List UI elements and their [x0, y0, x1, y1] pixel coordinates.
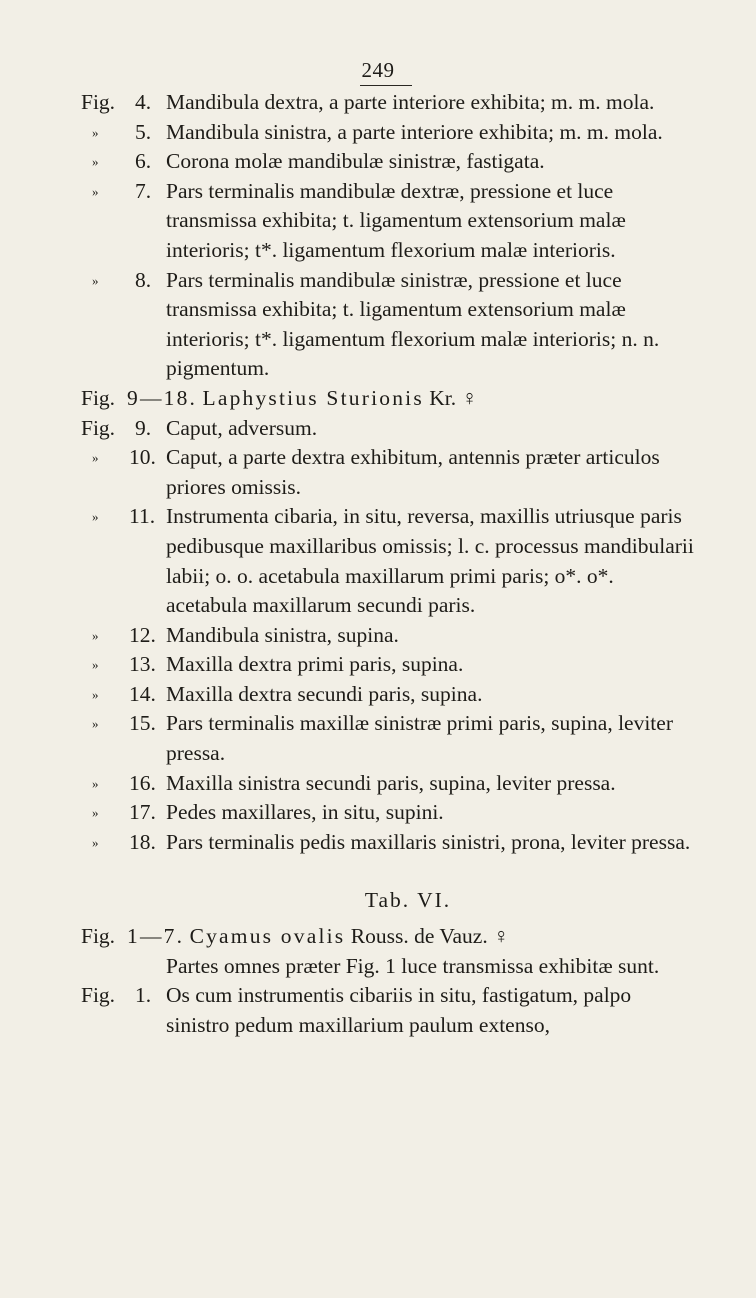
- fig-number: 16.: [129, 770, 156, 795]
- species-author: Kr.: [429, 385, 457, 410]
- species-name: Cyamus ovalis: [189, 924, 346, 949]
- ditto-mark: »: [92, 154, 99, 170]
- fig-caption: Os cum instrumentis cibariis in situ, fastigatum, palpo sinistro pedum maxillarium paulum extenso,: [166, 983, 632, 1037]
- fig-caption: Maxilla dextra secundi paris, supina.: [166, 681, 483, 706]
- figure-entry: [78, 118, 698, 148]
- fig-range: 9—18.: [127, 385, 198, 410]
- figure-entry: [78, 621, 698, 651]
- fig-label: Fig.: [81, 924, 116, 949]
- fig-label: Fig.: [81, 983, 116, 1008]
- ditto-mark: »: [92, 509, 99, 525]
- figure-entry: [78, 650, 698, 680]
- fig-number: 11.: [129, 504, 156, 529]
- fig-label: Fig.: [81, 385, 116, 410]
- female-symbol: ♀: [493, 924, 510, 949]
- fig-number: 6.: [135, 149, 152, 174]
- figure-group-heading: [78, 922, 698, 952]
- female-symbol: ♀: [461, 385, 478, 410]
- fig-number: 18.: [129, 829, 156, 854]
- figure-group-heading: [78, 384, 698, 414]
- fig-range: 1—7.: [127, 924, 185, 949]
- group-note-text: Partes omnes præter Fig. 1 luce transmissa exhibitæ sunt.: [166, 953, 660, 978]
- fig-caption: Pars terminalis pedis maxillaris sinistri, prona, leviter pressa.: [166, 829, 691, 854]
- fig-caption: Instrumenta cibaria, in situ, reversa, maxillis utriusque paris pedibusque maxillaribus omissis; l. c. processus mandibularii labii; o. o. acetabula maxillarum primi paris; o*. o*. acetabula maxillarum secundi paris.: [166, 504, 694, 618]
- ditto-mark: »: [92, 272, 99, 288]
- figure-entry: [78, 680, 698, 710]
- ditto-mark: »: [92, 627, 99, 643]
- fig-caption: Pars terminalis mandibulæ sinistræ, pressione et luce transmissa exhibita; t. ligamentum extensorium malæ interioris; t*. ligamentum flexorium malæ interioris; n. n. pigmentum.: [166, 267, 660, 381]
- page-number-underline: [360, 85, 412, 86]
- group-title: [127, 384, 698, 414]
- figure-entry: [78, 443, 698, 502]
- fig-caption: Maxilla dextra primi paris, supina.: [166, 652, 464, 677]
- ditto-mark: »: [92, 450, 99, 466]
- species-author: Rouss. de Vauz.: [350, 924, 488, 949]
- fig-number: 14.: [129, 681, 156, 706]
- figure-entry: [78, 88, 698, 118]
- fig-caption: Mandibula sinistra, a parte interiore exhibita; m. m. mola.: [166, 119, 663, 144]
- fig-number: 9.: [135, 415, 152, 440]
- figure-entry: [78, 828, 698, 858]
- fig-number: 4.: [135, 90, 152, 114]
- fig-number: 5.: [135, 119, 152, 144]
- ditto-mark: »: [92, 183, 99, 199]
- fig-caption: Pedes maxillares, in situ, supini.: [166, 800, 444, 825]
- figure-entry: [78, 177, 698, 266]
- figure-entry: [78, 981, 698, 1040]
- figure-entry: [78, 709, 698, 768]
- ditto-mark: »: [92, 716, 99, 732]
- fig-caption: Mandibula dextra, a parte interiore exhibita; m. m. mola.: [166, 90, 655, 114]
- fig-caption: Pars terminalis mandibulæ dextræ, pressione et luce transmissa exhibita; t. ligamentum extensorium malæ interioris; t*. ligamentum flexorium malæ interioris.: [166, 178, 626, 262]
- ditto-mark: »: [92, 686, 99, 702]
- fig-caption: Mandibula sinistra, supina.: [166, 622, 399, 647]
- group-note: [78, 952, 698, 982]
- fig-number: 10.: [129, 445, 156, 470]
- fig-number: 12.: [129, 622, 156, 647]
- page-number: 249: [361, 58, 395, 82]
- fig-label: Fig.: [81, 415, 116, 440]
- fig-number: 1.: [135, 983, 152, 1008]
- fig-label: Fig.: [81, 90, 116, 114]
- fig-number: 13.: [129, 652, 156, 677]
- fig-caption: Caput, a parte dextra exhibitum, antennis præter articulos priores omissis.: [166, 445, 660, 499]
- fig-caption: Corona molæ mandibulæ sinistræ, fastigata.: [166, 149, 545, 174]
- ditto-mark: »: [92, 834, 99, 850]
- ditto-mark: »: [92, 124, 99, 140]
- ditto-mark: »: [92, 805, 99, 821]
- fig-number: 7.: [135, 178, 152, 203]
- fig-caption: Maxilla sinistra secundi paris, supina, leviter pressa.: [166, 770, 616, 795]
- fig-caption: Pars terminalis maxillæ sinistræ primi paris, supina, leviter pressa.: [166, 711, 673, 766]
- ditto-mark: »: [92, 657, 99, 673]
- figure-entry: [78, 414, 698, 444]
- fig-number: 15.: [129, 711, 156, 736]
- figure-entry: [78, 266, 698, 384]
- species-name: Laphystius Sturionis: [202, 385, 424, 410]
- fig-caption: Caput, adversum.: [166, 415, 318, 440]
- figure-entry: [78, 147, 698, 177]
- fig-number: 17.: [129, 800, 156, 825]
- figure-entry: [78, 798, 698, 828]
- figure-entry: [78, 769, 698, 799]
- ditto-mark: »: [92, 775, 99, 791]
- plate-heading: Tab. VI.: [364, 888, 452, 913]
- fig-number: 8.: [135, 267, 152, 292]
- page-body: [78, 88, 698, 1040]
- group-title: [127, 922, 698, 952]
- figure-entry: [78, 502, 698, 620]
